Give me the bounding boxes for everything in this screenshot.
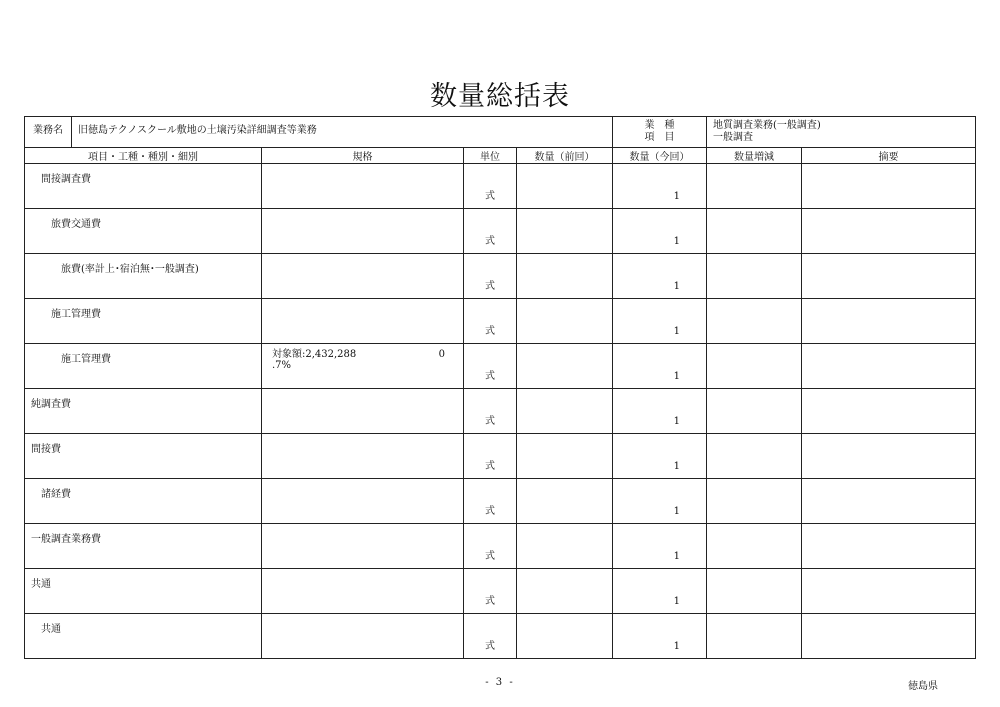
spec-cell [262, 434, 464, 479]
spec-cell [262, 614, 464, 659]
unit-value: 式 [485, 236, 495, 247]
spec-cell [262, 569, 464, 614]
qty-prev-cell [517, 569, 613, 614]
item-label: 諸経費 [41, 489, 71, 500]
col-header-note: 摘要 [802, 148, 976, 164]
unit-cell [464, 569, 517, 614]
note-cell [802, 254, 976, 299]
spec-cell [262, 299, 464, 344]
note-cell [802, 569, 976, 614]
qty-prev-cell [517, 479, 613, 524]
unit-value: 式 [485, 281, 495, 292]
unit-value: 式 [485, 596, 495, 607]
note-cell [802, 164, 976, 209]
table-row [25, 209, 976, 254]
unit-value: 式 [485, 506, 495, 517]
delta-cell [707, 344, 802, 389]
qty-now-cell [613, 524, 707, 569]
delta-cell [707, 164, 802, 209]
spec-cell [262, 389, 464, 434]
item-label: 共通 [41, 624, 61, 635]
col-header-unit: 単位 [464, 148, 517, 164]
qty-prev-cell [517, 164, 613, 209]
kind-label-1: 業 種 [644, 120, 675, 131]
unit-cell [464, 344, 517, 389]
item-cell [25, 389, 262, 434]
spec-cell [262, 209, 464, 254]
note-cell [802, 389, 976, 434]
business-name-value: 旧徳島テクノスクール敷地の土壌汚染詳細調査等業務 [78, 125, 317, 136]
spec-cell [262, 344, 464, 389]
col-header-delta: 数量増減 [707, 148, 802, 164]
table-row [25, 479, 976, 524]
qty-now-cell [613, 569, 707, 614]
note-cell [802, 209, 976, 254]
table-row [25, 389, 976, 434]
unit-value: 式 [485, 551, 495, 562]
item-label: 旅費交通費 [51, 219, 101, 230]
kind-label-2: 項 目 [644, 132, 675, 143]
delta-cell [707, 389, 802, 434]
qty-now-value: 1 [673, 236, 680, 247]
unit-value: 式 [485, 326, 495, 337]
qty-now-value: 1 [673, 596, 680, 607]
item-cell [25, 434, 262, 479]
table-row [25, 344, 976, 389]
qty-now-cell [613, 389, 707, 434]
item-cell [25, 164, 262, 209]
table-row [25, 254, 976, 299]
unit-value: 式 [485, 371, 495, 382]
qty-prev-cell [517, 299, 613, 344]
note-cell [802, 344, 976, 389]
unit-cell [464, 254, 517, 299]
qty-now-cell [613, 614, 707, 659]
col-header-qty-now: 数量（今回） [613, 148, 707, 164]
business-name-label: 業務名 [25, 117, 72, 147]
qty-now-value: 1 [673, 371, 680, 382]
item-label: 共通 [31, 579, 51, 590]
spec-cell [262, 479, 464, 524]
qty-prev-cell [517, 209, 613, 254]
qty-prev-cell [517, 614, 613, 659]
qty-now-cell [613, 299, 707, 344]
business-name-cell [25, 117, 613, 148]
page-title: 数量総括表 [430, 81, 570, 112]
qty-now-value: 1 [673, 191, 680, 202]
unit-value: 式 [485, 461, 495, 472]
item-cell [25, 524, 262, 569]
spec-text: 対象額:2,432,288 [272, 349, 357, 360]
unit-cell [464, 614, 517, 659]
qty-now-cell [613, 209, 707, 254]
qty-prev-cell [517, 344, 613, 389]
qty-now-cell [613, 254, 707, 299]
qty-now-value: 1 [673, 461, 680, 472]
item-cell [25, 254, 262, 299]
table-body [25, 164, 976, 659]
note-cell [802, 614, 976, 659]
kind-value-2: 一般調査 [713, 132, 753, 143]
unit-cell [464, 209, 517, 254]
delta-cell [707, 524, 802, 569]
column-header-row [25, 148, 976, 164]
table-row [25, 434, 976, 479]
item-cell [25, 344, 262, 389]
col-header-item: 項目・工種・種別・細別 [25, 148, 262, 164]
table-row [25, 524, 976, 569]
unit-cell [464, 164, 517, 209]
delta-cell [707, 254, 802, 299]
qty-prev-cell [517, 434, 613, 479]
delta-cell [707, 479, 802, 524]
table-row [25, 569, 976, 614]
spec-cell [262, 254, 464, 299]
item-label: 施工管理費 [51, 309, 101, 320]
qty-prev-cell [517, 254, 613, 299]
item-cell [25, 299, 262, 344]
item-label: 旅費(率計上･宿泊無･一般調査) [61, 264, 199, 275]
note-cell [802, 434, 976, 479]
note-cell [802, 524, 976, 569]
item-label: 間接費 [31, 444, 61, 455]
item-cell [25, 569, 262, 614]
qty-prev-cell [517, 524, 613, 569]
delta-cell [707, 209, 802, 254]
kind-label-cell [613, 117, 707, 148]
page-number: - 3 - [485, 677, 515, 688]
unit-cell [464, 434, 517, 479]
quantity-summary-table [24, 116, 976, 659]
qty-now-cell [613, 479, 707, 524]
spec-cell [262, 524, 464, 569]
table-row [25, 164, 976, 209]
item-label: 純調査費 [31, 399, 71, 410]
delta-cell [707, 614, 802, 659]
qty-now-value: 1 [673, 551, 680, 562]
spec-value: 0 [438, 349, 445, 360]
unit-cell [464, 479, 517, 524]
note-cell [802, 299, 976, 344]
qty-now-value: 1 [673, 281, 680, 292]
spec-cell [262, 164, 464, 209]
item-label: 間接調査費 [41, 174, 91, 185]
col-header-spec: 規格 [262, 148, 464, 164]
item-label: 一般調査業務費 [31, 534, 101, 545]
table-row [25, 614, 976, 659]
unit-value: 式 [485, 416, 495, 427]
unit-cell [464, 524, 517, 569]
organization-name: 徳島県 [908, 681, 938, 692]
item-cell [25, 209, 262, 254]
item-cell [25, 614, 262, 659]
unit-value: 式 [485, 641, 495, 652]
unit-cell [464, 299, 517, 344]
kind-value-cell [707, 117, 976, 148]
delta-cell [707, 569, 802, 614]
qty-prev-cell [517, 389, 613, 434]
unit-cell [464, 389, 517, 434]
qty-now-cell [613, 164, 707, 209]
unit-value: 式 [485, 191, 495, 202]
item-cell [25, 479, 262, 524]
qty-now-value: 1 [673, 416, 680, 427]
note-cell [802, 479, 976, 524]
qty-now-value: 1 [673, 506, 680, 517]
business-header-row [25, 117, 976, 148]
kind-value-1: 地質調査業務(一般調査) [713, 120, 821, 131]
qty-now-cell [613, 344, 707, 389]
qty-now-value: 1 [673, 641, 680, 652]
table-row [25, 299, 976, 344]
delta-cell [707, 299, 802, 344]
item-label: 施工管理費 [61, 354, 111, 365]
qty-now-value: 1 [673, 326, 680, 337]
delta-cell [707, 434, 802, 479]
spec-note: .7% [272, 360, 292, 371]
qty-now-cell [613, 434, 707, 479]
col-header-qty-prev: 数量（前回） [517, 148, 613, 164]
